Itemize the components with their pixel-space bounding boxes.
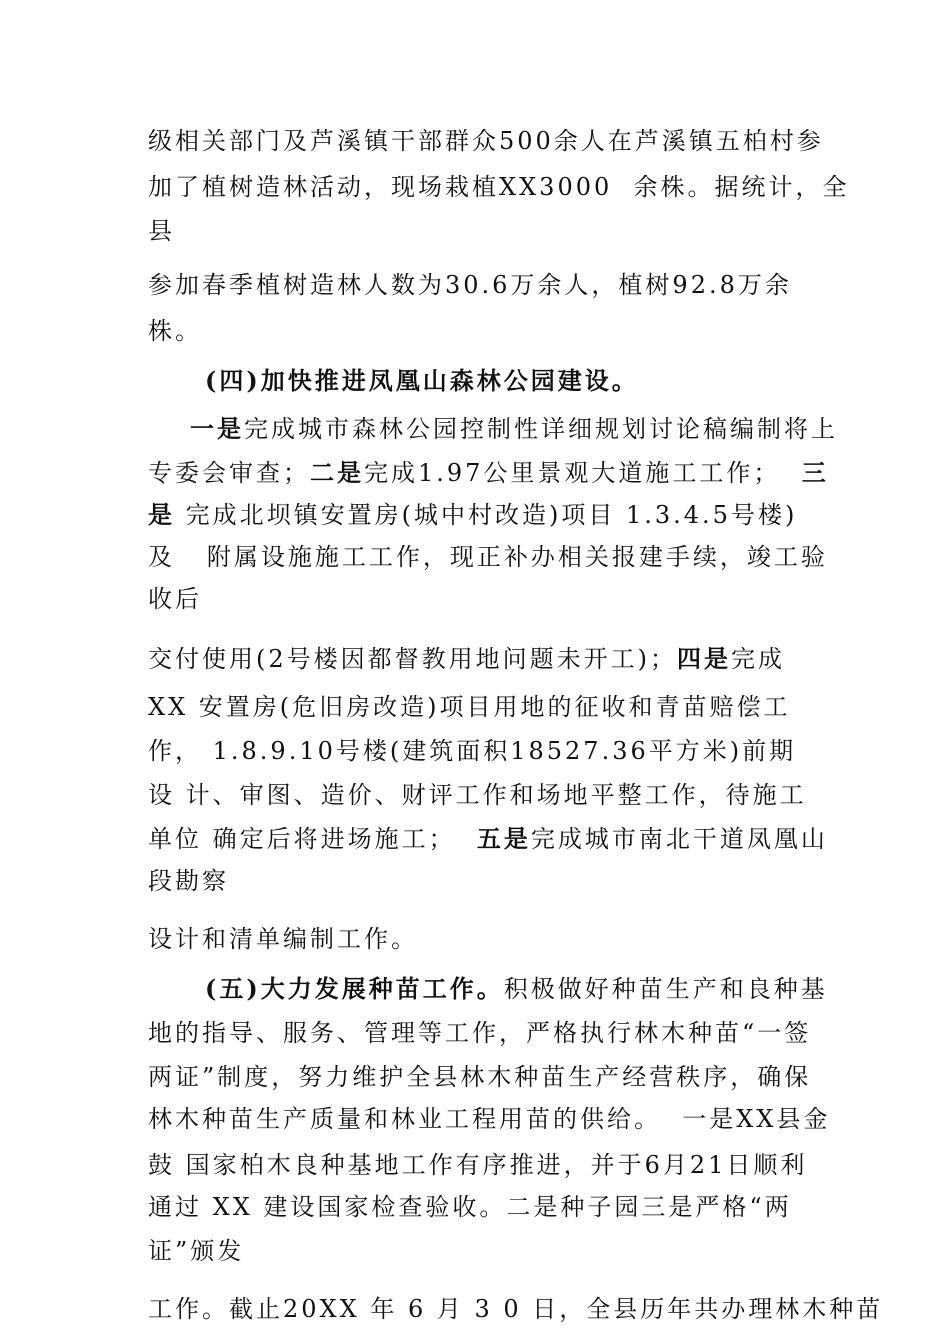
text-line	[148, 270, 792, 300]
bold-text-run: 二是	[310, 458, 364, 487]
text-line	[148, 866, 229, 896]
bold-text-run: 一是	[190, 414, 244, 443]
text-run: 及 附属设施施工工作，现正补办相关报建手续，竣工验	[148, 543, 828, 571]
text-run: 工作。截止20XX 年 6 月 3 0 日，全县历年共办理林木种苗	[148, 1295, 884, 1323]
text-run: 完成1.97公里景观大道施工工作；	[364, 459, 802, 487]
text-line	[148, 924, 418, 954]
text-run: 专委会审查；	[148, 459, 310, 487]
text-line	[190, 414, 838, 444]
bold-text-run: (四)加快推进凤凰山森林公园建设。	[205, 366, 639, 395]
text-run: 加了植树造林活动，现场栽植XX3000 余株。据统计，全	[148, 173, 850, 201]
text-line	[148, 584, 202, 614]
text-run: 积极做好种苗生产和良种基	[503, 975, 828, 1003]
text-run: 作， 1.8.9.10号楼(建筑面积18527.36平方米)前期	[148, 737, 797, 765]
text-run: 通过 XX 建设国家检查验收。二是种子园三是严格“两	[148, 1193, 792, 1221]
text-line	[148, 1104, 830, 1134]
text-line	[148, 172, 850, 202]
text-line	[148, 780, 807, 810]
text-run: 地的指导、服务、管理等工作，严格执行林木种苗“一签	[148, 1019, 812, 1047]
text-run: 设计和清单编制工作。	[148, 925, 418, 953]
text-run: XX 安置房(危旧房改造)项目用地的征收和青苗赔偿工	[148, 693, 791, 721]
text-line	[148, 500, 797, 530]
text-run: 完成北坝镇安置房(城中村改造)项目 1.3.4.5号楼)	[175, 501, 798, 529]
text-line	[148, 644, 785, 674]
text-run: 段勘察	[148, 867, 229, 895]
text-run: 设 计、审图、造价、财评工作和场地平整工作，待施工	[148, 781, 807, 809]
text-line	[148, 216, 175, 246]
text-run: 林木种苗生产质量和林业工程用苗的供给。 一是XX县金	[148, 1105, 831, 1133]
text-line	[148, 316, 202, 346]
text-line	[148, 692, 791, 722]
text-run: 参加春季植树造林人数为30.6万余人，植树92.8万余	[148, 271, 792, 299]
bold-text-run: 五是	[476, 824, 531, 853]
text-line	[148, 1150, 807, 1180]
text-line	[148, 542, 828, 572]
text-run: 单位 确定后将进场施工；	[148, 825, 477, 853]
text-run: 完成城市森林公园控制性详细规划讨论稿编制将上	[244, 415, 838, 443]
text-run: 级相关部门及芦溪镇干部群众500余人在芦溪镇五柏村参	[148, 127, 824, 155]
text-run: 两证”制度，努力维护全县林木种苗生产经营秩序，确保	[148, 1063, 812, 1091]
text-line	[148, 1018, 811, 1048]
section-heading	[205, 366, 639, 396]
bold-text-run: 是	[148, 500, 175, 529]
text-line	[148, 736, 796, 766]
text-run: 县	[148, 217, 175, 245]
text-run: 完成城市南北干道凤凰山	[530, 825, 828, 853]
text-line	[205, 974, 828, 1004]
text-line	[148, 824, 828, 854]
text-line	[148, 1192, 792, 1222]
text-line	[148, 458, 829, 488]
bold-text-run: (五)大力发展种苗工作。	[205, 974, 504, 1003]
text-run: 株。	[148, 317, 202, 345]
bold-text-run: 四是	[677, 644, 731, 673]
text-line	[148, 1236, 244, 1266]
text-line	[148, 1062, 811, 1092]
text-line	[148, 126, 824, 156]
text-run: 收后	[148, 585, 202, 613]
text-run: 鼓 国家柏木良种基地工作有序推进，并于6月21日顺利	[148, 1151, 808, 1179]
text-run: 证”颁发	[148, 1237, 245, 1265]
bold-text-run: 三	[801, 458, 829, 487]
text-run: 交付使用(2号楼因都督教用地问题未开工)；	[148, 645, 677, 673]
text-run: 完成	[731, 645, 785, 673]
text-line	[148, 1294, 883, 1324]
